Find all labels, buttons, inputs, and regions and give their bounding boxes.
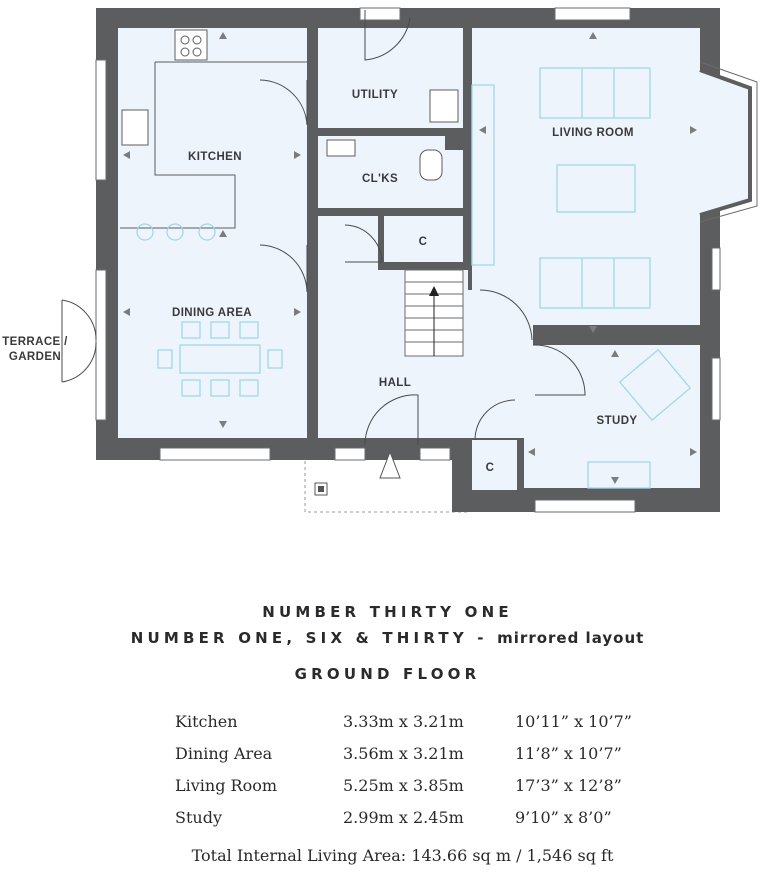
subtitle-caps: NUMBER ONE, SIX & THIRTY - <box>130 629 498 647</box>
subtitle-lower: mirrored layout <box>497 629 645 647</box>
room-label-hall: HALL <box>378 377 412 389</box>
room-label-cupboard: C <box>418 236 428 248</box>
staircase <box>405 270 463 356</box>
total-area: Total Internal Living Area: 143.66 sq m / 1,546 sq ft <box>191 846 614 865</box>
room-label-living-room: LIVING ROOM <box>552 127 634 139</box>
property-title: NUMBER THIRTY ONE <box>262 603 513 621</box>
metric-size: 3.33m x 3.21m <box>343 711 464 731</box>
property-subtitle <box>0 629 775 647</box>
imperial-size: 10’11” x 10’7” <box>515 711 632 731</box>
room-label-dining-area: DINING AREA <box>171 307 253 319</box>
metric-size: 2.99m x 2.45m <box>343 807 464 827</box>
imperial-size: 17’3” x 12’8” <box>515 775 622 795</box>
table-row <box>175 705 632 737</box>
bay-window <box>700 70 750 215</box>
table-row <box>175 737 632 769</box>
room-label-utility: UTILITY <box>351 89 399 101</box>
room-name: Living Room <box>175 775 278 795</box>
room-name: Kitchen <box>175 711 238 731</box>
room-label-study: STUDY <box>596 415 638 427</box>
floor-title: GROUND FLOOR <box>294 665 481 683</box>
table-row <box>175 769 632 801</box>
room-label-kitchen: KITCHEN <box>188 151 242 163</box>
table-row <box>175 801 632 833</box>
metric-size: 3.56m x 3.21m <box>343 743 464 763</box>
room-label-clks: CL'KS <box>361 173 399 185</box>
room-name: Dining Area <box>175 743 273 763</box>
imperial-size: 9’10” x 8’0” <box>515 807 612 827</box>
room-name: Study <box>175 807 222 827</box>
imperial-size: 11’8” x 10’7” <box>515 743 622 763</box>
metric-size: 5.25m x 3.85m <box>343 775 464 795</box>
garden-label: GARDEN <box>8 351 62 363</box>
dimensions-table <box>175 705 632 833</box>
terrace-label: TERRACE / <box>2 336 68 348</box>
room-label-cupboard-2: C <box>485 462 495 474</box>
